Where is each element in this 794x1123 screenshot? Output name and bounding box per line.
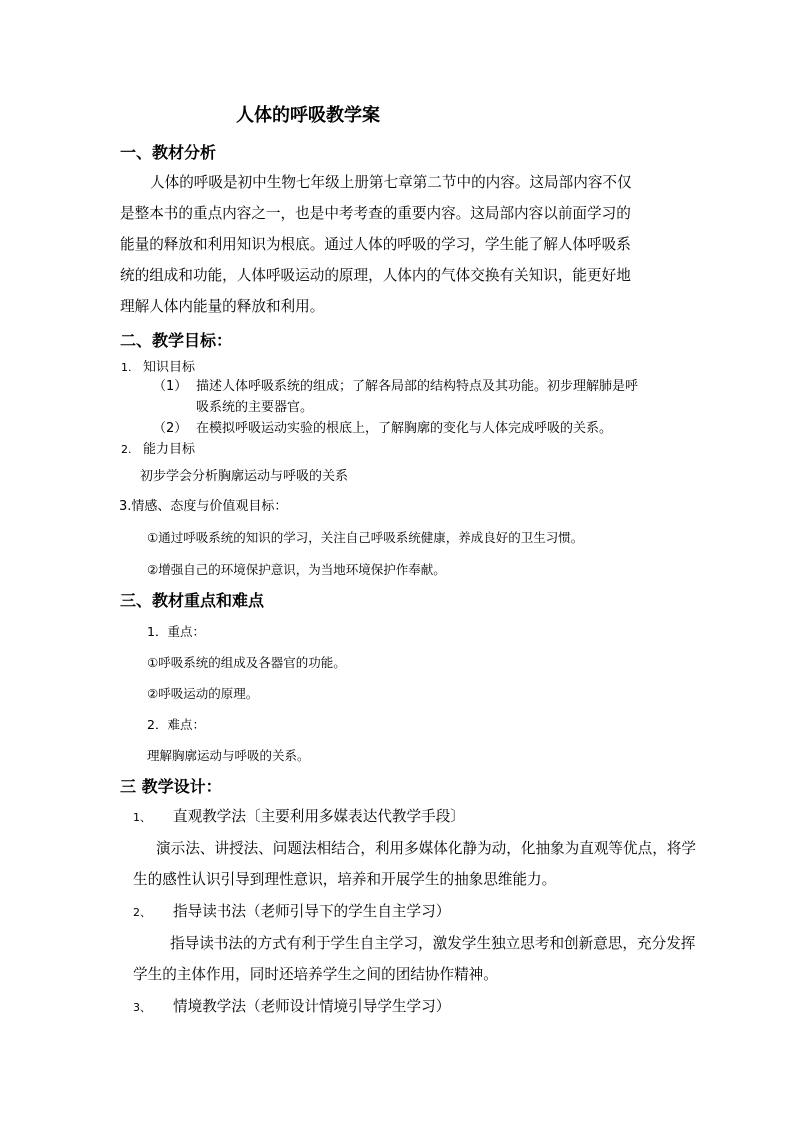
paragraph-line: 人体的呼吸是初中生物七年级上册第七章第二节中的内容。这局部内容不仅: [150, 174, 632, 191]
list-item-text: 在模拟呼吸运动实验的根底上，了解胸廓的变化与人体完成呼吸的关系。: [196, 421, 613, 436]
paragraph-line: 指导读书法的方式有利于学生自主学习，激发学生独立思考和创新意思，充分发挥: [170, 935, 696, 952]
list-number: （2）: [153, 421, 188, 436]
list-item-text: 理解胸廓运动与呼吸的关系。: [147, 748, 310, 763]
list-item-text: ①呼吸系统的组成及各器官的功能。: [147, 655, 346, 670]
paragraph-line: 理解人体内能量的释放和利用。: [120, 298, 325, 315]
subheading-key: 1．重点：: [147, 624, 205, 639]
paragraph-line: 生的感性认识引导到理性意识，培养和开展学生的抽象思维能力。: [133, 871, 557, 888]
paragraph-line: 能量的释放和利用知识为根底。通过人体的呼吸的学习，学生能了解人体呼吸系: [120, 236, 631, 253]
list-number: 2.: [121, 443, 132, 456]
paragraph-line: 是整本书的重点内容之一，也是中考考查的重要内容。这局部内容以前面学习的: [120, 205, 631, 222]
method-label: 直观教学法〔主要利用多媒表达代教学手段〕: [173, 808, 465, 825]
subheading-difficulty: 2．难点：: [147, 717, 205, 732]
list-number: （1）: [153, 379, 188, 394]
method-label: 情境教学法（老师设计情境引导学生学习）: [173, 998, 451, 1015]
list-number: 1.: [121, 361, 132, 374]
goal-label-ability: 能力目标: [143, 442, 196, 457]
method-label: 指导读书法（老师引导下的学生自主学习）: [173, 903, 451, 920]
list-item-text: 描述人体呼吸系统的组成；了解各局部的结构特点及其功能。初步理解肺是呼: [196, 379, 639, 394]
paragraph-line: 学生的主体作用，同时还培养学生之间的团结协作精神。: [133, 966, 498, 983]
goal-label-attitude: 3.情感、态度与价值观目标：: [119, 499, 288, 514]
section-heading-key-points: 三、教材重点和难点: [120, 591, 265, 610]
goal-label-knowledge: 知识目标: [143, 360, 196, 375]
paragraph-line: 演示法、讲授法、问题法相结合，利用多媒体化静为动，化抽象为直观等优点，将学: [156, 840, 696, 857]
list-number: 3、: [133, 1001, 151, 1014]
goal-text: 初步学会分析胸廓运动与呼吸的关系: [140, 469, 349, 484]
section-heading-teaching-design: 三 教学设计：: [120, 777, 222, 796]
section-heading-teaching-goals: 二、教学目标：: [120, 331, 233, 350]
list-item-text: ②增强自己的环境保护意识，为当地环境保护作奉献。: [147, 562, 446, 577]
list-item-text: ①通过呼吸系统的知识的学习，关注自己呼吸系统健康，养成良好的卫生习惯。: [147, 530, 584, 545]
list-number: 1、: [133, 811, 151, 824]
list-item-text: 吸系统的主要器官。: [196, 400, 314, 415]
paragraph-line: 统的组成和功能，人体呼吸运动的原理，人体内的气体交换有关知识，能更好地: [120, 267, 631, 284]
section-heading-materials-analysis: 一、教材分析: [120, 143, 217, 162]
page-title: 人体的呼吸教学案: [236, 105, 380, 126]
list-number: 2、: [133, 906, 151, 919]
list-item-text: ②呼吸运动的原理。: [147, 686, 259, 701]
